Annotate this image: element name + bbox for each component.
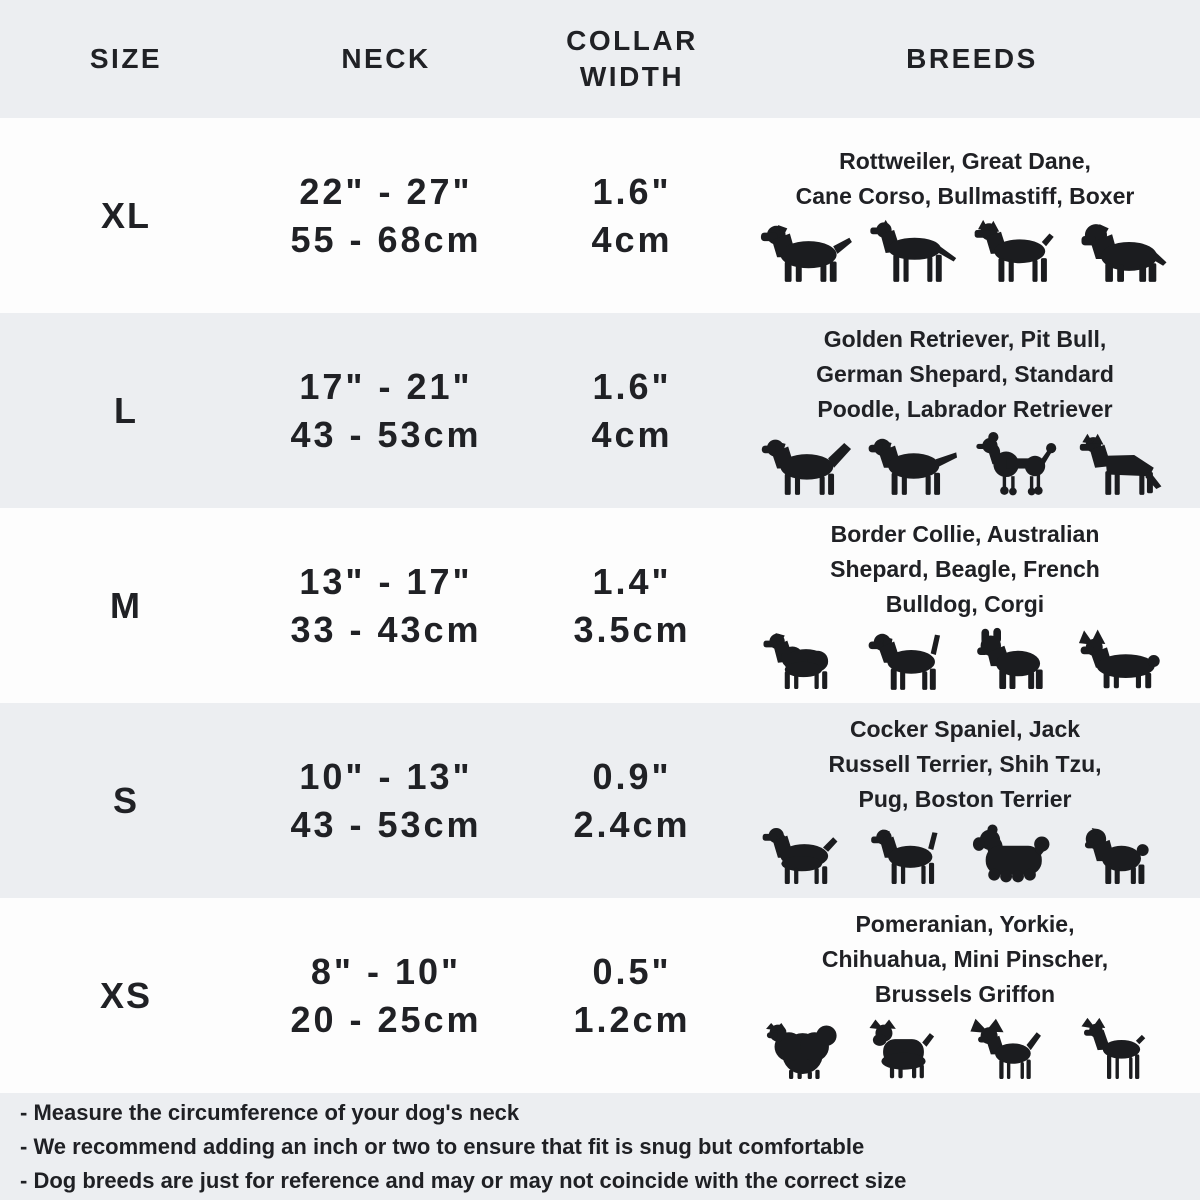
breed-names-line: Shepard, Beagle, French — [830, 555, 1100, 582]
collar-width-inches: 0.5" — [592, 950, 672, 992]
collar-width-inches: 1.6" — [592, 170, 672, 212]
note-reference: - Dog breeds are just for reference and may or may not coincide with the correct size — [20, 1168, 907, 1193]
breed-names-line: Cocker Spaniel, Jack — [849, 715, 1081, 742]
pomeranian-icon — [755, 1017, 857, 1085]
size-label: XS — [99, 974, 153, 1016]
collar-width-inches: 1.4" — [592, 560, 672, 602]
neck-cm: 43 - 53cm — [290, 413, 482, 455]
golden-retriever-icon — [755, 432, 857, 500]
breeds-cell — [744, 144, 1200, 287]
breed-names-line: Poodle, Labrador Retriever — [817, 395, 1113, 422]
neck-range — [252, 948, 520, 1044]
collar-width — [520, 363, 744, 459]
collar-width-cm: 4cm — [591, 413, 673, 455]
cocker-spaniel-icon — [755, 822, 857, 890]
collar-width — [520, 558, 744, 654]
size-row-xl — [0, 118, 1200, 313]
breed-icons — [755, 1017, 1175, 1085]
neck-range — [252, 363, 520, 459]
neck-cm: 33 - 43cm — [290, 608, 482, 650]
neck-range — [252, 558, 520, 654]
breed-icons — [755, 822, 1175, 890]
collar-width — [520, 168, 744, 264]
collar-width-cm: 2.4cm — [573, 803, 691, 845]
shih-tzu-icon — [967, 822, 1069, 890]
labrador-retriever-icon — [861, 432, 963, 500]
cane-corso-icon — [967, 219, 1069, 287]
size-label: XL — [100, 194, 151, 236]
table-header-row — [0, 0, 1200, 118]
collar-width — [520, 753, 744, 849]
neck-inches: 8" - 10" — [310, 950, 462, 992]
neck-range — [252, 753, 520, 849]
breed-names — [796, 144, 1135, 214]
breeds-cell — [744, 322, 1200, 500]
breed-names — [816, 322, 1114, 427]
bullmastiff-icon — [1073, 219, 1175, 287]
min-pin-icon — [1073, 1017, 1175, 1085]
breed-icons — [755, 219, 1175, 287]
column-header-collar-width-label: COLLAR WIDTH — [566, 24, 698, 92]
column-header-breeds: BREEDS — [906, 42, 1038, 74]
poodle-icon — [967, 432, 1069, 500]
great-dane-icon — [861, 219, 963, 287]
breed-names — [828, 712, 1101, 817]
breed-names-line: Russell Terrier, Shih Tzu, — [828, 750, 1102, 777]
neck-range — [252, 168, 520, 264]
collar-width-cm: 1.2cm — [573, 998, 691, 1040]
note-measure: - Measure the circumference of your dog's neck — [20, 1100, 520, 1125]
size-label: S — [112, 779, 139, 821]
collar-width-cm: 4cm — [591, 218, 673, 260]
breed-names-line: Pomeranian, Yorkie, — [855, 910, 1075, 937]
size-label: L — [114, 389, 138, 431]
column-header-size: SIZE — [89, 42, 163, 74]
neck-cm: 55 - 68cm — [290, 218, 482, 260]
neck-inches: 17" - 21" — [299, 365, 473, 407]
australian-shepherd-icon — [755, 627, 857, 695]
breed-names-line: Border Collie, Australian — [830, 520, 1100, 547]
yorkie-icon — [861, 1017, 963, 1085]
jack-russell-terrier-icon — [861, 822, 963, 890]
collar-width-cm: 3.5cm — [573, 608, 691, 650]
size-row-xs — [0, 898, 1200, 1093]
neck-cm: 20 - 25cm — [290, 998, 482, 1040]
corgi-icon — [1073, 627, 1175, 695]
breed-names — [822, 907, 1108, 1012]
note-recommend: - We recommend adding an inch or two to ensure that fit is snug but comfortable — [20, 1134, 865, 1159]
breeds-cell — [744, 712, 1200, 890]
collar-width-inches: 0.9" — [592, 755, 672, 797]
breed-names-line: Bulldog, Corgi — [885, 590, 1045, 617]
rottweiler-icon — [755, 219, 857, 287]
breed-names-line: Chihuahua, Mini Pinscher, — [821, 945, 1109, 972]
size-label: M — [110, 584, 142, 626]
neck-cm: 43 - 53cm — [290, 803, 482, 845]
breed-names-line: Golden Retriever, Pit Bull, — [823, 325, 1107, 352]
beagle-icon — [861, 627, 963, 695]
breed-icons — [755, 432, 1175, 500]
french-bulldog-icon — [967, 627, 1069, 695]
breeds-cell — [744, 907, 1200, 1085]
collar-width-inches: 1.6" — [592, 365, 672, 407]
breed-names-line: Pug, Boston Terrier — [858, 785, 1072, 812]
pug-icon — [1073, 822, 1175, 890]
column-header-neck: NECK — [341, 42, 431, 74]
breed-icons — [755, 627, 1175, 695]
notes-footer — [0, 1093, 1200, 1200]
neck-inches: 10" - 13" — [299, 755, 473, 797]
breed-names-line: Cane Corso, Bullmastiff, Boxer — [795, 183, 1135, 209]
neck-inches: 13" - 17" — [299, 560, 473, 602]
breed-names-line: Brussels Griffon — [874, 980, 1056, 1007]
size-row-m — [0, 508, 1200, 703]
size-row-l — [0, 313, 1200, 508]
breed-names-line: German Shepard, Standard — [816, 360, 1114, 387]
breeds-cell — [744, 517, 1200, 695]
neck-inches: 22" - 27" — [299, 170, 473, 212]
column-header-collar-width — [520, 23, 744, 96]
breed-names-line: Rottweiler, Great Dane, — [839, 148, 1091, 174]
size-row-s — [0, 703, 1200, 898]
breed-names — [830, 517, 1100, 622]
chihuahua-icon — [967, 1017, 1069, 1085]
german-shepherd-icon — [1073, 432, 1175, 500]
collar-width — [520, 948, 744, 1044]
